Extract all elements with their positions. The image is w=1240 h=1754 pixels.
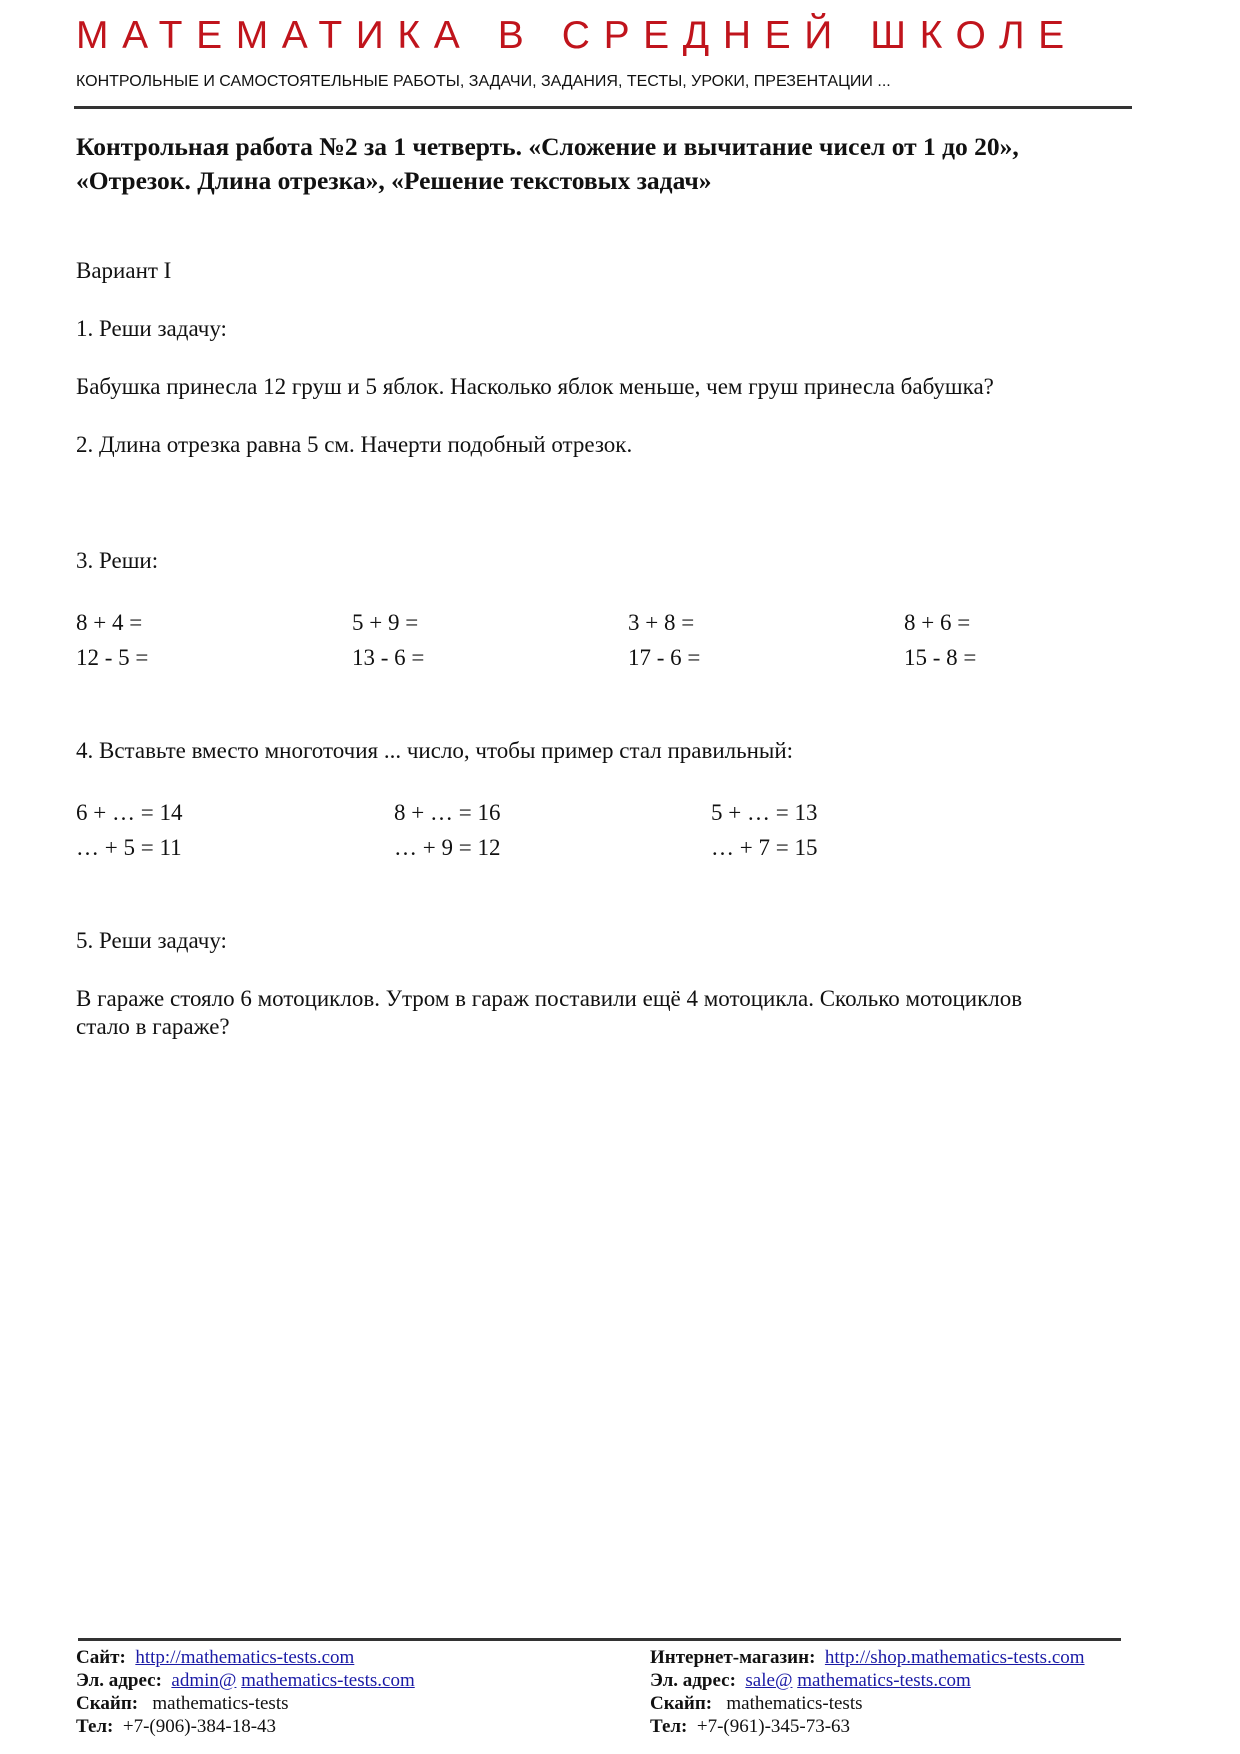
- phone-value: +7-(961)-345-73-63: [696, 1716, 851, 1737]
- task-4-expr: … + 7 = 15: [711, 835, 818, 860]
- task-1-text: Бабушка принесла 12 груш и 5 яблок. Насколько яблок меньше, чем груш принесла бабушка?: [76, 374, 994, 399]
- email-user-link[interactable]: sale@: [745, 1670, 793, 1691]
- task-5-heading: 5. Реши задачу:: [76, 928, 227, 953]
- footer-left: [76, 1646, 415, 1738]
- email-user-link[interactable]: admin@: [171, 1670, 237, 1691]
- document-title: [76, 130, 1019, 198]
- phone-label: Тел:: [650, 1716, 688, 1737]
- task-3-expr: 3 + 8 =: [628, 610, 695, 635]
- task-3-expr: 8 + 6 =: [904, 610, 971, 635]
- email-domain-link[interactable]: mathematics-tests.com: [241, 1670, 415, 1691]
- task-3-expr: 13 - 6 =: [352, 645, 425, 670]
- footer-right: [650, 1646, 1085, 1738]
- title-line-1: Контрольная работа №2 за 1 четверть. «Сложение и вычитание чисел от 1 до 20»,: [76, 132, 1019, 161]
- shop-label: Интернет-магазин:: [650, 1647, 816, 1668]
- shop-link[interactable]: http://shop.mathematics-tests.com: [824, 1647, 1085, 1668]
- task-5-text-line-1: В гараже стояло 6 мотоциклов. Утром в гараж поставили ещё 4 мотоцикла. Сколько мотоциклов: [76, 986, 1023, 1011]
- task-1-heading: 1. Реши задачу:: [76, 316, 227, 341]
- phone-label: Тел:: [76, 1716, 114, 1737]
- skype-value: mathematics-tests: [726, 1693, 863, 1714]
- title-line-2: «Отрезок. Длина отрезка», «Решение текстовых задач»: [76, 166, 712, 195]
- header-divider: [74, 106, 1132, 109]
- site-tagline: КОНТРОЛЬНЫЕ И САМОСТОЯТЕЛЬНЫЕ РАБОТЫ, ЗАДАЧИ, ЗАДАНИЯ, ТЕСТЫ, УРОКИ, ПРЕЗЕНТАЦИИ ...: [76, 73, 891, 90]
- skype-value: mathematics-tests: [152, 1693, 289, 1714]
- task-4-expr: 5 + … = 13: [711, 800, 818, 825]
- task-3-expr: 5 + 9 =: [352, 610, 419, 635]
- skype-label: Скайп:: [76, 1693, 139, 1714]
- site-label: Сайт:: [76, 1647, 126, 1668]
- skype-label: Скайп:: [650, 1693, 713, 1714]
- site-link[interactable]: http://mathematics-tests.com: [135, 1647, 355, 1668]
- task-3-expr: 15 - 8 =: [904, 645, 977, 670]
- task-3-expr: 8 + 4 =: [76, 610, 143, 635]
- email-label: Эл. адрес:: [650, 1670, 736, 1691]
- task-3-expr: 17 - 6 =: [628, 645, 701, 670]
- email-label: Эл. адрес:: [76, 1670, 162, 1691]
- site-brand-title: МАТЕМАТИКА В СРЕДНЕЙ ШКОЛЕ: [76, 14, 1078, 57]
- task-2-text: 2. Длина отрезка равна 5 см. Начерти подобный отрезок.: [76, 432, 633, 457]
- task-4-heading: 4. Вставьте вместо многоточия ... число, чтобы пример стал правильный:: [76, 738, 794, 763]
- task-4-expr: 8 + … = 16: [394, 800, 501, 825]
- task-4-expr: … + 9 = 12: [394, 835, 501, 860]
- task-3-heading: 3. Реши:: [76, 548, 159, 573]
- task-3-expr: 12 - 5 =: [76, 645, 149, 670]
- phone-value: +7-(906)-384-18-43: [122, 1716, 277, 1737]
- task-4-expr: 6 + … = 14: [76, 800, 183, 825]
- email-domain-link[interactable]: mathematics-tests.com: [797, 1670, 971, 1691]
- variant-label: Вариант I: [76, 258, 172, 283]
- task-5-text-line-2: стало в гараже?: [76, 1014, 230, 1039]
- footer-divider: [78, 1638, 1121, 1641]
- task-4-expr: … + 5 = 11: [76, 835, 182, 860]
